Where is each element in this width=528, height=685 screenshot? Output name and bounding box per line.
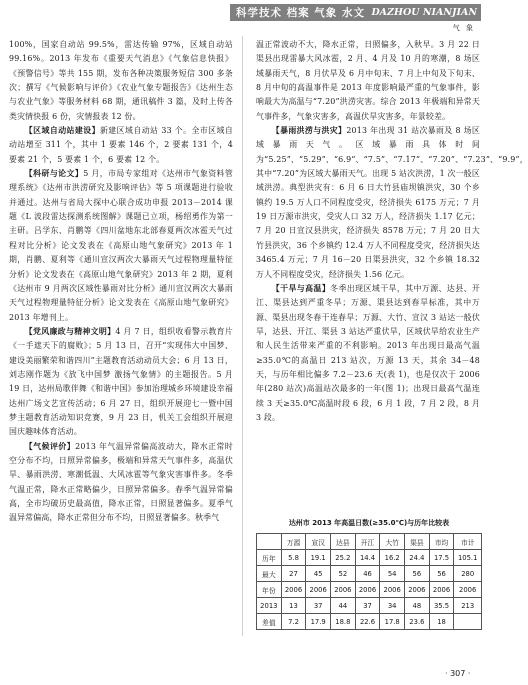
paragraph-text: 4 月 7 日，组织收看警示教育片《一手遮天下的腐败》；5 月 13 日，召开“实现伟大中国梦、建设美丽繁荣和谐四川”主题教育活动动员大会；6 月 13 日，刘志刚作题为《放飞中国梦 激扬气象情》的主题报告。5 月 19 日，达州局歌伴舞《和谐中国》参加治理城乡环境建设幸福达州广场文艺宣传活动；6 月 27 日，组织开展迎七一暨中国梦主题教育活动知识竞赛，9 月 23 日，机关工会组织开展迎国庆趣味体育活动。 bbox=[9, 326, 233, 437]
table-cell: 105.1 bbox=[454, 550, 482, 566]
table-row-label: 年份 bbox=[257, 582, 282, 598]
table-row-label: 最大 bbox=[257, 566, 282, 582]
table-cell: 213 bbox=[454, 598, 482, 614]
paragraph: 100%，国家自动站 99.5%，雷达传输 97%，区域自动站 99.16%。2013 年发布《重要天气消息》《气象信息快报》《预警信号》等共 155 期，发布各种决策服务短信 300 多条次；撰写《气候影响与评价》《农业气象专题报告》《达州生态与农业气象》等服务材料 68 期，通讯稿件 3 篇，及时上传各类灾情快报 6 份，灾情报表 12 份。 bbox=[9, 40, 233, 121]
page-number: · 307 · bbox=[445, 669, 471, 678]
table-cell: 2006 bbox=[429, 582, 454, 598]
table-cell: 2006 bbox=[454, 582, 482, 598]
table-header-cell: 市均 bbox=[429, 534, 454, 550]
table-header-cell bbox=[257, 534, 282, 550]
table-header-cell: 开江 bbox=[355, 534, 380, 550]
high-temp-table bbox=[256, 533, 482, 630]
table-row-label: 差值 bbox=[257, 614, 282, 630]
table-cell: 2006 bbox=[306, 582, 331, 598]
table-cell: 25.2 bbox=[331, 550, 356, 566]
paragraph-flood bbox=[256, 124, 528, 282]
section-heading: 【科研与论文】 bbox=[24, 169, 84, 179]
paragraph-research bbox=[9, 167, 233, 325]
table-header-cell: 达县 bbox=[331, 534, 356, 550]
header-category: 科学技术 档案 气象 水文 bbox=[236, 7, 365, 19]
paragraph-text: 2013 年气温异常偏高波动大，降水正常时空分布不均，日照异常偏多，极端和异常天气事件多，高温伏旱、暴雨洪涝、寒潮低温、大风冰雹等气象灾害事件多。冬季气温正常，降水正常略偏少，日照异常偏多。春季气温异常偏高，全市均破历史最高值，降水正常，日照显著偏多。夏季气温异常偏高，降水正常但分布不均，日照显著偏多。秋季气 bbox=[9, 441, 234, 523]
table-cell: 18 bbox=[429, 614, 454, 630]
table-cell: 56 bbox=[429, 566, 454, 582]
table-row bbox=[257, 566, 482, 582]
table-cell: 2006 bbox=[405, 582, 430, 598]
paragraph-text: 新建区域自动站 33 个。全市区域自动站增至 311 个，其中 1 要素 146 个，2 要素 131 个，4 要素 21 个，5 要素 1 个，6 要素 12 个。 bbox=[9, 126, 233, 164]
table-header-cell: 大竹 bbox=[380, 534, 405, 550]
table-header-cell: 万源 bbox=[281, 534, 306, 550]
section-heading: 【区域自动站建设】 bbox=[24, 126, 100, 136]
paragraph: 温正常波动不大，降水正常，日照偏多，入秋早。3 月 22 日渠县出现雷暴大风冰雹，2 月、4 月及 10 月的寒潮，8 场区域暴雨天气，8 月伏旱及 6 月中旬末、7 月上中旬及下旬末、8 月中旬的高温事件是 2013 年度影响最严重的气象事件，影响最大为高温与“7.20”洪涝灾害。综合 2013 年极端和异常天气事件多，气象灾害多，高温伏旱灾害多，年景较差。 bbox=[256, 40, 480, 121]
table-cell: 17.9 bbox=[306, 614, 331, 630]
table-cell: 34 bbox=[380, 598, 405, 614]
table-row bbox=[257, 598, 482, 614]
table-cell: 18.8 bbox=[331, 614, 356, 630]
paragraph-text: 冬季出现区域干旱，其中万源、达县、开江、渠县达到严重冬旱；万源、渠县达到春旱标准，其中万源、渠县出现冬春干连春旱；万源、大竹、宣汉 3 站达一般伏旱，达县、开江、渠县 3 站达严重伏旱，区域伏旱给农业生产和人民生活带来严重的不利影响。2013 年出现日最高气温≥35.0℃的高温日 213 站次，万源 13 天，其余 34－48 天，与历年相比偏多 7.2－23.6 天(表 1)，也是仅次于 2006 年(280 站次)高温站次最多的一年(图 1)；出现日最高气温连续 3 天≥35.0℃高温时段 6 段，6 月 1 段，7 月 2 段，8 月 3 段。 bbox=[256, 283, 480, 422]
column-divider bbox=[242, 36, 243, 636]
section-heading: 【暴雨洪涝与洪灾】 bbox=[271, 126, 347, 136]
paragraph-climate bbox=[9, 440, 233, 526]
table-cell: 16.2 bbox=[380, 550, 405, 566]
table-cell: 280 bbox=[454, 566, 482, 582]
left-column bbox=[9, 38, 233, 526]
header-section: 气 象 bbox=[452, 24, 475, 32]
table-cell: 27 bbox=[281, 566, 306, 582]
table-row-label: 历年 bbox=[257, 550, 282, 566]
table-cell: 7.2 bbox=[281, 614, 306, 630]
table-header-cell: 宣汉 bbox=[306, 534, 331, 550]
table-cell: 23.6 bbox=[405, 614, 430, 630]
table-row-label: 2013 bbox=[257, 598, 282, 614]
table-cell: 22.6 bbox=[355, 614, 380, 630]
table-cell: 45 bbox=[306, 566, 331, 582]
table-header-row bbox=[257, 534, 482, 550]
table-cell: 13 bbox=[281, 598, 306, 614]
table-cell: 14.4 bbox=[355, 550, 380, 566]
table-cell bbox=[454, 614, 482, 630]
page-header bbox=[0, 0, 487, 30]
table-cell: 37 bbox=[306, 598, 331, 614]
table-cell: 2006 bbox=[281, 582, 306, 598]
table-cell: 2006 bbox=[380, 582, 405, 598]
paragraph-text: 2013 年出现 31 站次暴雨及 8 场区域暴雨天气。区域暴雨具体时间为“5.25”、“5.29”、“6.9”、“7.5”、“7.17”、“7.20”、“7.23”、“9.9”，其中“7.20”为区域大暴雨天气。出现 5 站次洪涝，1 次一般区域洪涝。典型洪灾有：6 月 6 日大竹县庙坝镇洪灾，30 个乡镇约 19.5 万人口不同程度受灾，经济损失 6175 万元；7 月 19 日万源市洪灾，受灾人口 32 万人，经济损失 1.17 亿元；7 月 20 日宣汉县洪灾，经济损失 8578 万元；7 月 20 日大竹县洪灾，36 个乡镇约 12.4 万人不同程度受灾，经济损失达 3465.4 万元；7 月 16－20 日渠县洪灾，32 个乡镇 18.32 万人不同程度受灾，经济损失 1.56 亿元。 bbox=[256, 126, 528, 279]
table-cell: 19.1 bbox=[306, 550, 331, 566]
table-cell: 2006 bbox=[331, 582, 356, 598]
table-cell: 56 bbox=[405, 566, 430, 582]
table-cell: 44 bbox=[331, 598, 356, 614]
table-cell: 17.5 bbox=[429, 550, 454, 566]
paragraph-heat bbox=[256, 282, 480, 425]
table-header-cell: 市计 bbox=[454, 534, 482, 550]
table-cell: 35.5 bbox=[429, 598, 454, 614]
right-column bbox=[256, 38, 528, 425]
table-cell: 5.8 bbox=[281, 550, 306, 566]
header-brand: DAZHOU NIANJIAN bbox=[371, 7, 477, 18]
table-cell: 2006 bbox=[355, 582, 380, 598]
section-heading: 【气候评价】 bbox=[24, 441, 76, 451]
table-header-cell: 渠县 bbox=[405, 534, 430, 550]
header-band bbox=[230, 4, 481, 21]
table-row bbox=[257, 550, 482, 566]
table-cell: 17.8 bbox=[380, 614, 405, 630]
section-heading: 【党风廉政与精神文明】 bbox=[24, 326, 116, 336]
table-cell: 24.4 bbox=[405, 550, 430, 566]
table-cell: 37 bbox=[355, 598, 380, 614]
paragraph-text: 5 月，市局专家组对《达州市气象资料管理系统》《达州市洪涝研究及影响评估》等 5 项课题进行验收并通过。达州与省局大探中心联合成功申报 2013－2014 课题《L 波段雷达探测系统图解》课题已立项，杨绍勇作为第一主研。吕学东、肖鹏等《四川盆地东北部春夏两次冰雹天气过程对比分析》论文发表在《高原山地气象研究》2013 年 1 期，肖鹏、夏利等《通川宣汉两次大暴雨天气过程物理量特征分析》论文发表在《高原山地气象研究》2013 年 2 期，夏利《达州市 9 月两次区域性暴雨对比分析》通川宣汉两次大暴雨天气过程物理量特征分析》论文发表在《高原山地气象研究》2013 年增刊上。 bbox=[9, 169, 233, 322]
table-cell: 54 bbox=[380, 566, 405, 582]
table-title: 达州市 2013 年高温日数(≥35.0℃)与历年比较表 bbox=[288, 519, 450, 527]
section-heading: 【干旱与高温】 bbox=[271, 283, 331, 293]
table-row bbox=[257, 582, 482, 598]
table-row bbox=[257, 614, 482, 630]
table-cell: 52 bbox=[331, 566, 356, 582]
table-cell: 48 bbox=[405, 598, 430, 614]
table-cell: 46 bbox=[355, 566, 380, 582]
paragraph-auto-stations bbox=[9, 124, 233, 167]
paragraph-party bbox=[9, 325, 233, 440]
table-body bbox=[257, 550, 482, 630]
